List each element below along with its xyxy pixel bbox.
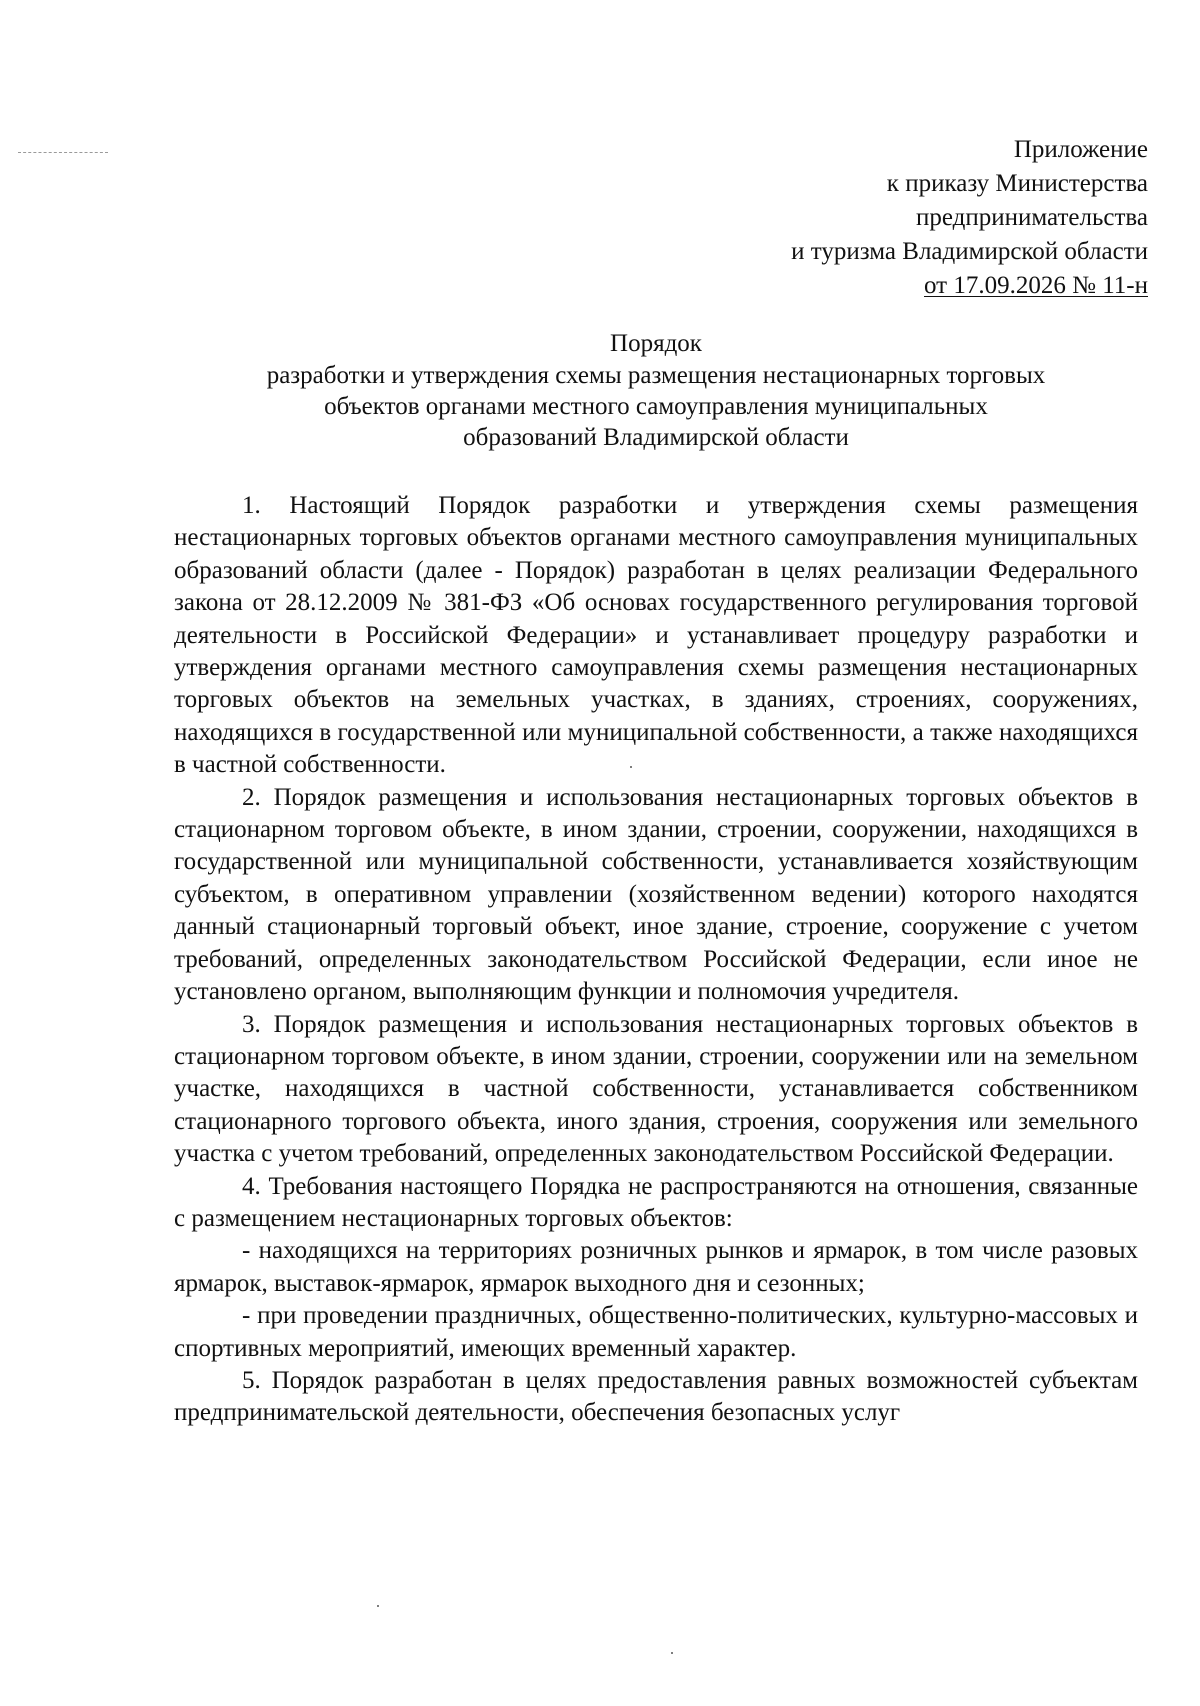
appendix-order-line: к приказу Министерства <box>886 170 1148 197</box>
document-title <box>174 328 1138 453</box>
paragraph-4-item-a: - находящихся на территориях розничных рынков и ярмарок, в том числе разовых ярмарок, выставок-ярмарок, ярмарок выходного дня и сезонных; <box>174 1237 1138 1297</box>
order-date-number: от 17.09.2026 № 11-н <box>924 272 1148 299</box>
document-body <box>174 490 1138 1430</box>
scan-speck <box>377 1605 379 1607</box>
paragraph-4: 4. Требования настоящего Порядка не распространяются на отношения, связанные с размещением нестационарных торговых объектов: <box>174 1172 1138 1232</box>
appendix-region-line: и туризма Владимирской области <box>791 238 1148 265</box>
scan-speck <box>671 1652 673 1654</box>
appendix-ministry-line: предпринимательства <box>916 204 1148 231</box>
title-line: образований Владимирской области <box>463 424 849 451</box>
paragraph-5: 5. Порядок разработан в целях предоставления равных возможностей субъектам предпринимательской деятельности, обеспечения безопасных услуг <box>174 1366 1138 1427</box>
appendix-header <box>628 133 1148 303</box>
appendix-label: Приложение <box>1013 136 1148 163</box>
paragraph-4-item-b: - при проведении праздничных, общественно-политических, культурно-массовых и спортивных мероприятий, имеющих временный характер. <box>174 1302 1138 1362</box>
title-line: разработки и утверждения схемы размещения нестационарных торговых <box>266 362 1046 389</box>
paragraph-3: 3. Порядок размещения и использования нестационарных торговых объектов в стационарном торговом объекте, в ином здании, строении, сооружении или на земельном участке, находящихся в частной собственности, устанавливается собственником стационарного торгового объекта, иного здания, строения, сооружения или земельного участка с учетом требований, определенных законодательством Российской Федерации. <box>174 1010 1138 1168</box>
scan-artifact <box>18 152 108 153</box>
title-line: объектов органами местного самоуправления муниципальных <box>324 393 988 420</box>
paragraph-1: 1. Настоящий Порядок разработки и утверждения схемы размещения нестационарных торговых объектов органами местного самоуправления муниципальных образований области (далее - Порядок) разработан в целях реализации Федерального закона от 28.12.2009 № 381-ФЗ «Об основах государственного регулирования торговой деятельности в Российской Федерации» и устанавливает процедуру разработки и утверждения органами местного самоуправления схемы размещения нестационарных торговых объектов на земельных участках, в зданиях, строениях, сооружениях, находящихся в государственной или муниципальной собственности, а также находящихся в частной собственности. <box>174 492 1138 779</box>
title-heading: Порядок <box>610 330 702 357</box>
paragraph-2: 2. Порядок размещения и использования нестационарных торговых объектов в стационарном торговом объекте, в ином здании, строении, сооружении, находящихся в государственной или муниципальной собственности, устанавливается хозяйствующим субъектом, в оперативном управлении (хозяйственном ведении) которого находятся данный стационарный торговый объект, иное здание, строение, сооружение с учетом требований, определенных законодательством Российской Федерации, если иное не установлено органом, выполняющим функции и полномочия учредителя. <box>174 783 1138 1006</box>
